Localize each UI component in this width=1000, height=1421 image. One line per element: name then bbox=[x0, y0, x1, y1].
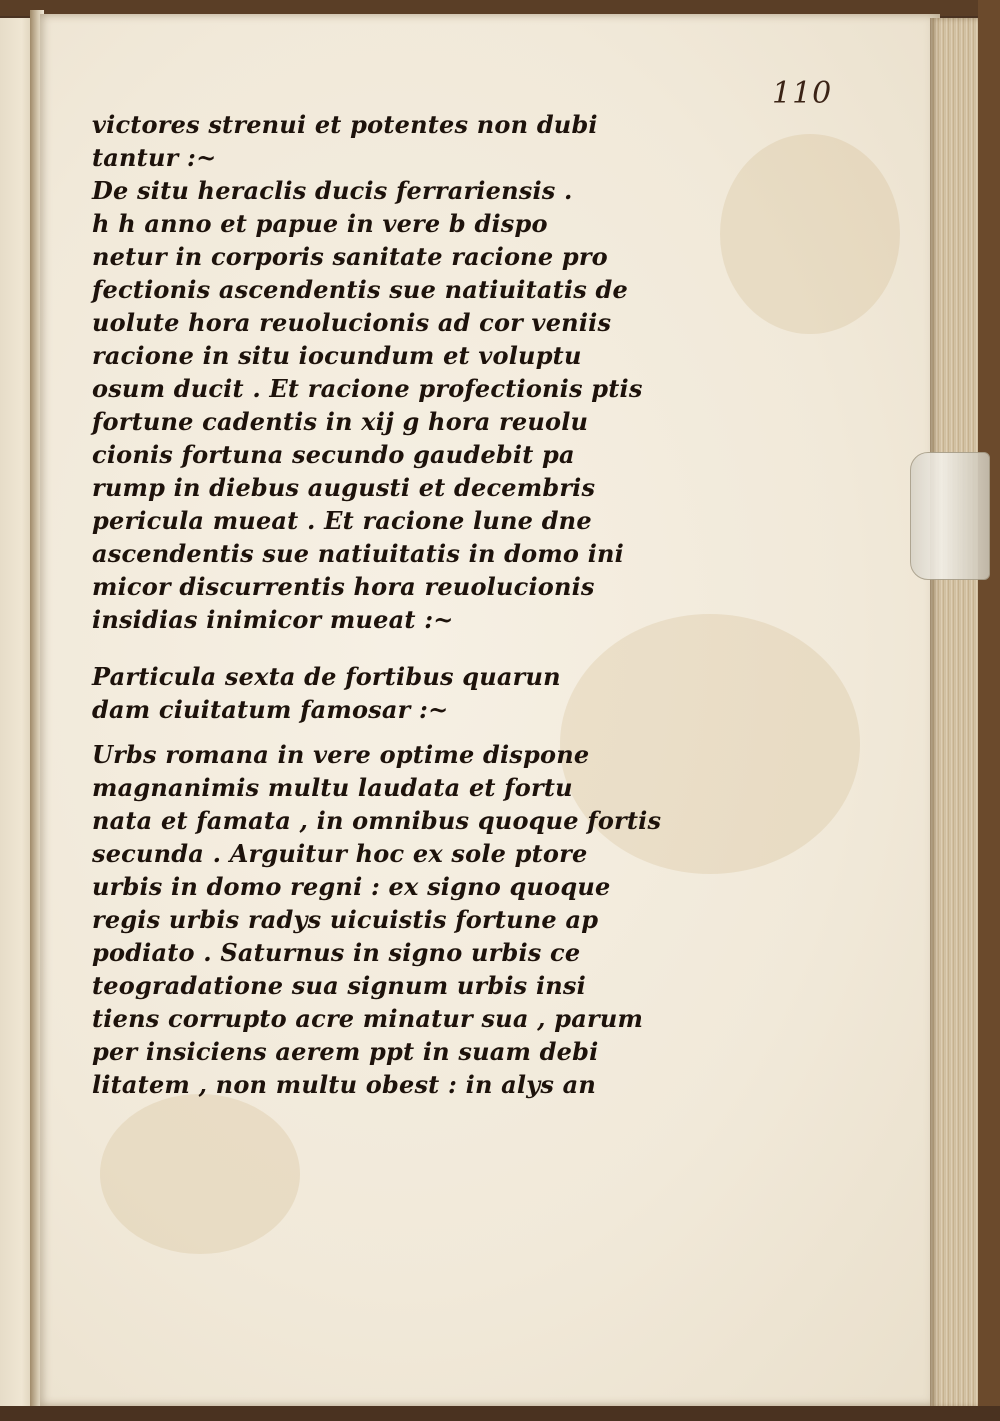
text-line: tantur :~ bbox=[92, 143, 217, 172]
text-line: dam ciuitatum famosar :~ bbox=[92, 695, 449, 724]
text-line: fortune cadentis in xij g hora reuolu bbox=[92, 407, 589, 436]
text-line: fectionis ascendentis sue natiuitatis de bbox=[92, 275, 628, 304]
bookmark-tab bbox=[910, 452, 990, 580]
text-line: tiens corrupto acre minatur sua , parum bbox=[92, 1004, 644, 1033]
text-line: podiato . Saturnus in signo urbis ce bbox=[92, 938, 581, 967]
text-line: secunda . Arguitur hoc ex sole ptore bbox=[92, 839, 588, 868]
text-line: insidias inimicor mueat :~ bbox=[92, 605, 454, 634]
text-line: nata et famata , in omnibus quoque fortis bbox=[92, 806, 662, 835]
page-stain bbox=[100, 1094, 300, 1254]
book-cover-right bbox=[978, 0, 1000, 1421]
text-line: regis urbis radys uicuistis fortune ap bbox=[92, 905, 599, 934]
text-line: per insiciens aerem ppt in suam debi bbox=[92, 1037, 599, 1066]
text-line: victores strenui et potentes non dubi bbox=[92, 110, 598, 139]
text-line: urbis in domo regni : ex signo quoque bbox=[92, 872, 611, 901]
text-line: micor discurrentis hora reuolucionis bbox=[92, 572, 595, 601]
text-line: netur in corporis sanitate racione pro bbox=[92, 242, 608, 271]
text-line: litatem , non multu obest : in alys an bbox=[92, 1070, 597, 1099]
text-line: De situ heraclis ducis ferrariensis . bbox=[92, 176, 573, 205]
book-cover-bottom bbox=[0, 1406, 1000, 1421]
page-edges bbox=[930, 18, 982, 1408]
text-line: h h anno et papue in vere b dispo bbox=[92, 209, 548, 238]
text-line: Particula sexta de fortibus quarun bbox=[92, 662, 561, 691]
text-line: teogradatione sua signum urbis insi bbox=[92, 971, 586, 1000]
page-stain bbox=[560, 614, 860, 874]
page-stain bbox=[720, 134, 900, 334]
text-line: uolute hora reuolucionis ad cor veniis bbox=[92, 308, 612, 337]
text-line: cionis fortuna secundo gaudebit pa bbox=[92, 440, 575, 469]
folio-number: 110 bbox=[772, 76, 833, 111]
text-line: rump in diebus augusti et decembris bbox=[92, 473, 596, 502]
text-line: pericula mueat . Et racione lune dne bbox=[92, 506, 592, 535]
text-line: magnanimis multu laudata et fortu bbox=[92, 773, 573, 802]
text-line: ascendentis sue natiuitatis in domo ini bbox=[92, 539, 624, 568]
text-line: Urbs romana in vere optime dispone bbox=[92, 740, 590, 769]
text-line: osum ducit . Et racione profectionis ptis bbox=[92, 374, 643, 403]
text-line: racione in situ iocundum et voluptu bbox=[92, 341, 582, 370]
